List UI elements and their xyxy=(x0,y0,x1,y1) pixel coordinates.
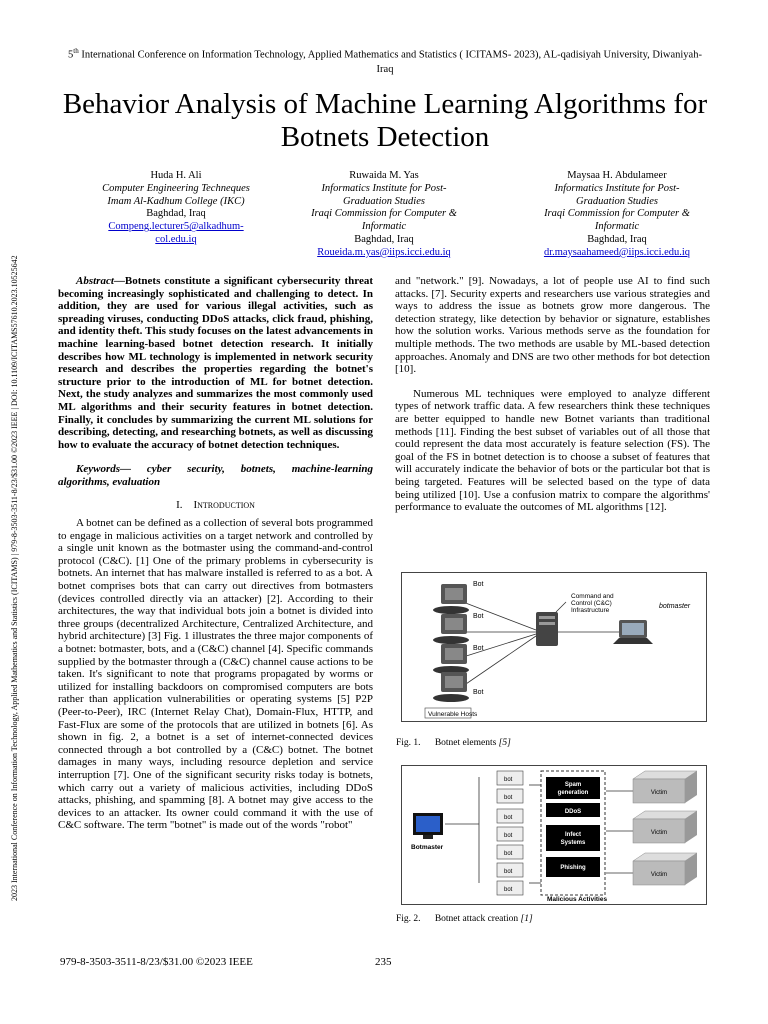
author-city: Baghdad, Iraq xyxy=(587,233,647,245)
figure-2-caption: Fig. 2. Botnet attack creation [1] xyxy=(396,914,533,924)
botmaster-laptop-icon xyxy=(613,620,653,644)
figure-1-caption: Fig. 1. Botnet elements [5] xyxy=(396,738,511,748)
paper-title: Behavior Analysis of Machine Learning Algorithms for Botnets Detection xyxy=(62,88,708,153)
right-paragraph-2: Numerous ML techniques were employed to analyze different types of network traffic data. A few researchers think these techniques are better equipped to handle new Botnet variants than traditional methods [11]. Finding the best subset of variables out of all those that could represent the data most accurately is feature selection (FS). The goal of the FS in botnet detection is to choose a subset of features that will accurately indicate the behavior of bots or the particular bot that is being targeted. Features will be selected based on the type of data being utilized [10]. Use a confusion matrix to compare the algorithms' performance to evaluate the outcomes of ML algorithms [12]. xyxy=(395,387,710,514)
author-name: Maysaa H. Abdulameer xyxy=(567,170,667,181)
author-email-link[interactable]: Compeng.lecturer5@alkadhum-col.edu.iq xyxy=(108,221,244,245)
bot-label: Bot xyxy=(473,581,484,588)
author-affiliation: Iraqi Commission for Computer & Informatic xyxy=(544,208,690,233)
abstract-label: Abstract xyxy=(76,275,114,287)
svg-text:bot: bot xyxy=(504,833,513,839)
sidebar-text: 2023 International Conference on Information Technology, Applied Mathematics and Statistics (ICITAMS) | 979-8-3503-3511-8/23/$31.00 ©2023 IEEE | DOI: 10.1109/ICITAMS57610.2023.10525642 xyxy=(10,255,19,901)
figure-2-botnet-attack xyxy=(401,765,707,905)
left-column xyxy=(58,275,373,832)
cc-label: Command and Control (C&C) Infrastructure xyxy=(571,593,614,614)
bot-label: Bot xyxy=(473,689,484,696)
victim-label: Victim xyxy=(650,830,668,836)
keywords-label: Keywords— xyxy=(76,463,131,476)
victim-boxes xyxy=(633,771,697,885)
author-affiliation: Informatics Institute for Post-Graduation Studies xyxy=(554,182,680,207)
svg-text:bot: bot xyxy=(504,887,513,893)
author-city: Baghdad, Iraq xyxy=(146,208,206,220)
intro-paragraph: A botnet can be defined as a collection of several bots programmed to engage in malicious activities on a target network and controlled by a single unit known as the botmaster using the command-and-control protocol (C&C). [1] One of the primary problems in cybersecurity is botnets. An internet that has malware installed is referred to as a bot. A botnet comprises bots that can carry out directives from botmasters (devices controlled directly via an attacker) [2]. According to their architectures, the way that individual bots join a botnet is divided into three groups (decentralized Architecture, Centralized Architecture, and hybrid architecture) [3] Fig. 1 illustrates the three major components of a botnet: botmaster, bots, and a (C&C) channel [4]. Specific commands supplied by the botmaster through a (C&C) channel cause actions to be taken. It's significant to note that programs propagated by worms or utilized for installing backdoors on compromised computers are bots rather than application vulnerabilities or operating systems [5] P2P (Peer-to-Peer), IRC (Internet Relay Chat), Domain-Flux, HTTP, and Fast-Flux are some of the protocols that are utilized in botnets [6]. As shown in fig. 2, a botnet is a set of internet-connected devices connected through a bot controlled by a (C&C) botnet. The botnet damages in many ways, including resource depletion and service interruption [7]. One of the significant security risks today is botnets, which carry out a variety of malicious activities, including DDoS attacks, phishing, and spamming [8]. A botnet may give access to the devices to an attacker. Its owner could command it with the use of C&C software. The term "botnet" is made out of the words "robot" xyxy=(58,517,373,832)
author-name: Ruwaida M. Yas xyxy=(349,170,419,181)
abstract xyxy=(58,275,373,451)
svg-text:bot: bot xyxy=(504,795,513,801)
svg-text:bot: bot xyxy=(504,815,513,821)
activity-label-phishing: Phishing xyxy=(560,865,586,871)
svg-text:bot: bot xyxy=(504,851,513,857)
doi-sidebar xyxy=(6,120,26,910)
author-affiliation: Informatics Institute for Post-Graduation Studies xyxy=(321,182,447,207)
botmaster-label: botmaster xyxy=(659,603,691,610)
author-email-link[interactable]: Roueida.m.yas@iips.icci.edu.iq xyxy=(317,246,451,258)
author-email-link[interactable]: dr.maysaahameed@iips.icci.edu.iq xyxy=(543,246,691,258)
botmaster-label: Botmaster xyxy=(411,844,444,851)
svg-text:bot: bot xyxy=(504,869,513,875)
right-column xyxy=(395,275,710,514)
section-heading: I. Introduction xyxy=(176,498,255,511)
author-affiliation: Iraqi Commission for Computer & Informatic xyxy=(311,208,457,233)
footer-isbn: 979-8-3503-3511-8/23/$31.00 ©2023 IEEE xyxy=(60,956,253,968)
author-1 xyxy=(66,170,286,247)
activity-label-infect: Infect Systems xyxy=(560,832,586,846)
author-3 xyxy=(507,170,727,260)
author-name: Huda H. Ali xyxy=(150,170,202,181)
figure-1-botnet-elements xyxy=(401,572,707,722)
abstract-text: —Botnets constitute a significant cybersecurity threat becoming increasingly sophisticated and challenging to detect. In addition, they are used for various illegal activities, such as spreading viruses, conducting DDoS attacks, click fraud, phishing, and identity theft. This study focuses on the latest advancements in machine learning-based botnet detection research. It initially describes how ML technology is implemented in network security research and describes the properties regarding the botnet's structure prior to the introduction of ML for botnet detection. Next, the study analyzes and summarizes the most commonly used ML algorithms and their security features in botnet detection. Finally, it concludes by summarizing the current ML solutions for describing, detecting, and researching botnets, as well as discussing how to evaluate the accuracy of botnet detection techniques. xyxy=(58,275,373,451)
author-affiliation: Imam Al-Kadhum College (IKC) xyxy=(107,195,245,207)
activities-title: Malicious Activities xyxy=(547,896,608,903)
cc-server-icon xyxy=(536,612,558,646)
keywords-text: cyber security, botnets, machine-learning algorithms, evaluation xyxy=(58,463,373,488)
conference-header: 5th International Conference on Information Technology, Applied Mathematics and Statistics ( ICITAMS- 2023), AL-qadisiyah University, Diwaniyah-Iraq xyxy=(68,47,702,75)
svg-text:bot: bot xyxy=(504,777,513,783)
activity-label-spam: Spam generation xyxy=(557,782,589,796)
bot-label: Bot xyxy=(473,645,484,652)
author-affiliation: Computer Engineering Techneques xyxy=(102,182,250,194)
keywords xyxy=(58,463,373,488)
right-paragraph-1: and "network." [9]. Nowadays, a lot of people use AI to find such attacks. [7]. Security experts and researchers use various strategies and ways to address the issue as botnets grow more dangerous. The detection strategy, like detection by behavior or signature, establishes how the solution works. Various methods serve as the foundation for multiple methods. The two methods are usable by ML-based detection approaches. Anomaly and DNS are two other methods for bot detection [10]. xyxy=(395,275,710,376)
victim-label: Victim xyxy=(650,790,668,796)
bot-label: Bot xyxy=(473,613,484,620)
activity-label-ddos: DDoS xyxy=(564,809,582,815)
author-2 xyxy=(274,170,494,260)
author-city: Baghdad, Iraq xyxy=(354,233,414,245)
victim-label: Victim xyxy=(650,872,668,878)
hosts-label: Vulnerable Hosts xyxy=(428,711,478,718)
page-number: 235 xyxy=(375,956,392,968)
